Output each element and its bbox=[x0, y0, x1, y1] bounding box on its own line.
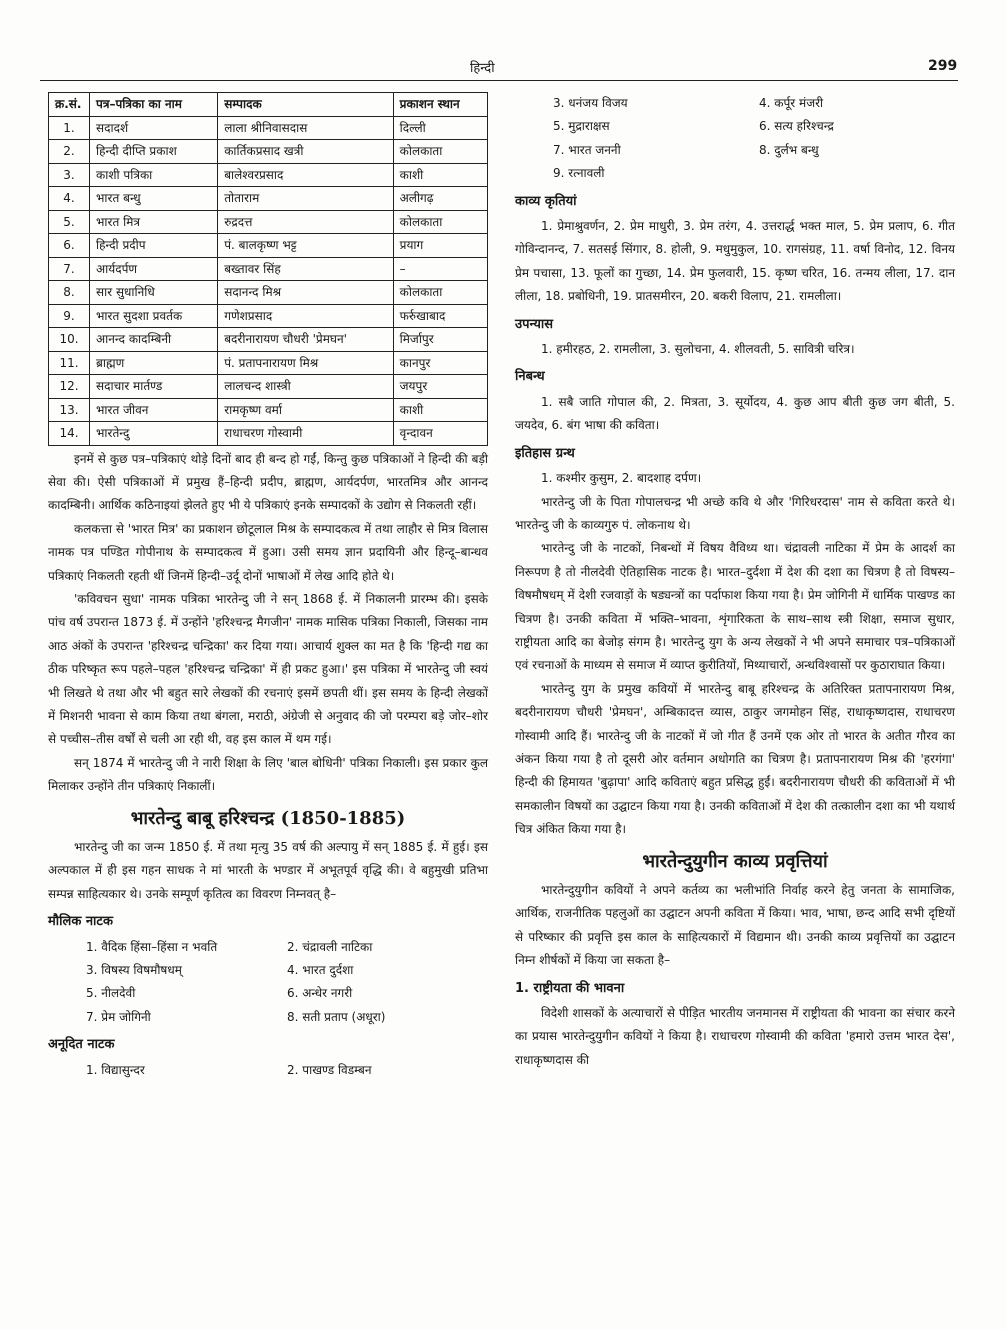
paragraph: 1. कश्मीर कुसुम, 2. बादशाह दर्पण। bbox=[541, 471, 702, 486]
list-item: 7. प्रेम जोगिनी bbox=[86, 1009, 151, 1024]
list-item: 5. मुद्राराक्षस bbox=[553, 119, 610, 134]
table-cell: 10. bbox=[49, 328, 90, 352]
table-cell: काशी bbox=[393, 163, 487, 187]
table-cell: 4. bbox=[49, 187, 90, 211]
list-item: 7. भारत जननी bbox=[553, 142, 621, 157]
table-cell: भारत सुदशा प्रवर्तक bbox=[90, 304, 218, 328]
paragraph: भारतेन्दुयुगीन कवियों ने अपने कर्तव्य का भलीभांति निर्वाह करने हेतु जनता के सामाजिक, आर्थिक, राजनीतिक पहलुओं का उद्घाटन अपनी कविता में किया। भाव, भाषा, छन्द आदि सभी दृष्टियों से परिष्कार की प्रवृत्ति इस काल के साहित्यकारों में विद्यमान थी। उनकी काव्य प्रवृत्तियों का उद्घाटन निम्न शीर्षकों में किया जा सकता है– bbox=[515, 883, 955, 968]
col-header: सम्पादक bbox=[218, 93, 393, 117]
table-row bbox=[49, 210, 488, 234]
section-heading: भारतेन्दु बाबू हरिश्चन्द्र (1850-1885) bbox=[130, 807, 406, 829]
table-cell: 12. bbox=[49, 375, 90, 399]
table-cell: 3. bbox=[49, 163, 90, 187]
table-cell: हिन्दी प्रदीप bbox=[90, 234, 218, 258]
subheading: निबन्ध bbox=[515, 369, 545, 385]
translated-plays-list bbox=[48, 1059, 488, 1082]
table-row bbox=[49, 375, 488, 399]
table-cell: कार्तिकप्रसाद खत्री bbox=[218, 140, 393, 164]
table-cell: काशी पत्रिका bbox=[90, 163, 218, 187]
table-cell: फर्रुखाबाद bbox=[393, 304, 487, 328]
list-item: 4. भारत दुर्दशा bbox=[287, 963, 354, 978]
paragraph: 'कविवचन सुधा' नामक पत्रिका भारतेन्दु जी ने सन् 1868 ई. में निकालनी प्रारम्भ की। इसके पांच वर्ष उपरान्त 1873 ई. में उन्होंने 'हरिश्चन्द्र मैगजीन' नामक मासिक पत्रिका निकाली, जिसका नाम आठ अंकों के उपरान्त 'हरिश्चन्द्र चन्द्रिका' कर दिया गया। आचार्य शुक्ल का मत है कि 'हिन्दी गद्य का ठीक परिष्कृत रूप पहले–पहल 'हरिश्चन्द्र चन्द्रिका' में ही प्रकट हुआ।' इस पत्रिका में भारतेन्दु जी स्वयं भी लिखते थे तथा और भी बहुत सारे लेखकों की रचनाएं इसमें छपती थीं। इस समय के हिन्दी लेखकों में मिशनरी भावना से काम किया तथा बंगला, मराठी, अंग्रेजी से अनुवाद की जो परम्परा बड़े जोर–शोर से पच्चीस–तीस वर्षों से चली आ रही थी, वह इस काल में थम गई। bbox=[48, 591, 488, 747]
table-cell: जयपुर bbox=[393, 375, 487, 399]
list-item: 6. अन्धेर नगरी bbox=[287, 986, 353, 1001]
subheading: मौलिक नाटक bbox=[48, 914, 113, 930]
table-cell: कानपुर bbox=[393, 351, 487, 375]
paragraph: 1. सबै जाति गोपाल की, 2. मित्रता, 3. सूर्योदय, 4. कुछ आप बीती कुछ जग बीती, 5. जयदेव, 6. बंग भाषा की कविता। bbox=[515, 394, 955, 433]
table-cell: कोलकाता bbox=[393, 281, 487, 305]
list-item: 3. धनंजय विजय bbox=[553, 96, 628, 110]
table-cell: सार सुधानिधि bbox=[90, 281, 218, 305]
table-cell: 14. bbox=[49, 422, 90, 446]
table-cell: 13. bbox=[49, 398, 90, 422]
table-cell: अलीगढ़ bbox=[393, 187, 487, 211]
list-item: 3. विषस्य विषमौषधम् bbox=[86, 963, 182, 978]
paragraph: भारतेन्दु जी का जन्म 1850 ई. में तथा मृत्यु 35 वर्ष की अल्पायु में सन् 1885 ई. में हुई। इस अल्पकाल में ही इस गहन साधक ने मां भारती के भण्डार में अभूतपूर्व वृद्धि की। वे बहुमुखी प्रतिभा सम्पन्न साहित्यकार थे। उनके सम्पूर्ण कृतित्व का विवरण निम्नवत् है– bbox=[48, 840, 488, 901]
table-cell: गणेशप्रसाद bbox=[218, 304, 393, 328]
table-row bbox=[49, 398, 488, 422]
table-cell: हिन्दी दीप्ति प्रकाश bbox=[90, 140, 218, 164]
table-cell: भारत जीवन bbox=[90, 398, 218, 422]
subheading: 1. राष्ट्रीयता की भावना bbox=[515, 980, 625, 996]
paragraph: कलकत्ता से 'भारत मित्र' का प्रकाशन छोटूलाल मिश्र के सम्पादकत्व में तथा लाहौर से मित्र विलास नामक पत्र पण्डित गोपीनाथ के सम्पादकत्व में हुआ। उसी समय ज्ञान प्रदायिनी और हिन्दू–बान्धव पत्रिकाएं निकलती रहती थीं जिनमें हिन्दी–उर्दू दोनों भाषाओं में लेख आदि होते थे। bbox=[48, 521, 488, 583]
table-cell: भारत बन्धु bbox=[90, 187, 218, 211]
list-item: 4. कर्पूर मंजरी bbox=[759, 96, 824, 110]
paragraph: भारतेन्दु जी के पिता गोपालचन्द्र भी अच्छे कवि थे और 'गिरिधरदास' नाम से कविता करते थे। भारतेन्दु जी के काव्यगुरु पं. लोकनाथ थे। bbox=[515, 494, 955, 532]
col-header: क्र.सं. bbox=[49, 93, 90, 117]
list-item: 2. चंद्रावली नाटिका bbox=[287, 939, 373, 954]
table-cell: 5. bbox=[49, 210, 90, 234]
table-cell: लाला श्रीनिवासदास bbox=[218, 116, 393, 140]
table-cell: कोलकाता bbox=[393, 140, 487, 164]
paragraph: विदेशी शासकों के अत्याचारों से पीड़ित भारतीय जनमानस में राष्ट्रीयता की भावना का संचार करने का प्रयास भारतेन्दुयुगीन कवियों ने किया है। राधाचरण गोस्वामी की कविता 'हमारो उत्तम भारत देस', राधाकृष्णदास की bbox=[515, 1006, 955, 1067]
table-cell: रामकृष्ण वर्मा bbox=[218, 398, 393, 422]
table-row bbox=[49, 351, 488, 375]
table-cell: ब्राह्मण bbox=[90, 351, 218, 375]
list-item: 1. विद्यासुन्दर bbox=[86, 1062, 145, 1077]
periodicals-table bbox=[48, 92, 488, 446]
list-item: 9. रत्नावली bbox=[553, 166, 605, 181]
subheading: उपन्यास bbox=[515, 316, 554, 332]
table-cell: भारत मित्र bbox=[90, 210, 218, 234]
table-body bbox=[49, 116, 488, 445]
table-cell: बदरीनारायण चौधरी 'प्रेमघन' bbox=[218, 328, 393, 352]
table-cell: 7. bbox=[49, 257, 90, 281]
section-heading: भारतेन्दुयुगीन काव्य प्रवृत्तियां bbox=[642, 850, 828, 872]
paragraph: इनमें से कुछ पत्र–पत्रिकाएं थोड़े दिनों बाद ही बन्द हो गईं, किन्तु कुछ पत्रिकाओं ने हिन्दी की बड़ी सेवा की। ऐसी पत्रिकाओं में प्रमुख हैं–हिन्दी प्रदीप, ब्राह्मण, आर्यदर्पण, भारतमित्र और आनन्द कादम्बिनी। आर्थिक कठिनाइयां झेलते हुए भी ये पत्रिकाएं इनके सम्पादकों के उद्योग से निकलती रहीं। bbox=[48, 451, 488, 513]
table-cell: 2. bbox=[49, 140, 90, 164]
col-header: पत्र–पत्रिका का नाम bbox=[90, 93, 218, 117]
paragraph: 1. प्रेमाश्रुवर्णन, 2. प्रेम माधुरी, 3. प्रेम तरंग, 4. उत्तरार्द्ध भक्त माल, 5. प्रेम प्रलाप, 6. गीत गोविन्दानन्द, 7. सतसई सिंगार, 8. होली, 9. मधुमुकुल, 10. रागसंग्रह, 11. वर्षा विनोद, 12. विनय प्रेम पचासा, 13. फूलों का गुच्छा, 14. प्रेम फुलवारी, 15. कृष्ण चरित, 16. तन्मय लीला, 17. दान लीला, 18. प्रबोधिनी, 19. प्रातसमीरन, 20. बकरी विलाप, 21. रामलीला। bbox=[515, 219, 955, 304]
table-cell: राधाचरण गोस्वामी bbox=[218, 422, 393, 446]
col-header: प्रकाशन स्थान bbox=[393, 93, 487, 117]
paragraph: भारतेन्दु युग के प्रमुख कवियों में भारतेन्दु बाबू हरिश्चन्द्र के अतिरिक्त प्रतापनारायण मिश्र, बदरीनारायण चौधरी 'प्रेमघन', अम्बिकादत्त व्यास, ठाकुर जगमोहन सिंह, राधाकृष्णदास, राधाचरण गोस्वामी आदि हैं। भारतेन्दु जी के नाटकों में जो गीत हैं उनमें एक ओर तो भारत के अतीत गौरव का अंकन किया गया है तो दूसरी ओर वर्तमान अधोगति का चित्रण है। प्रतापनारायण मिश्र की 'हरगंगा' हिन्दी की हिमायत 'बुढ़ापा' आदि कविताएं बहुत प्रसिद्ध हुईं। बदरीनारायण चौधरी की कविताओं में भी समकालीन विषयों का उद्घाटन किया गया है। उनकी कविताओं में देश की तत्कालीन दशा का भी यथार्थ चित्र अंकित किया गया है। bbox=[515, 681, 955, 837]
table-cell: 9. bbox=[49, 304, 90, 328]
table-row bbox=[49, 187, 488, 211]
right-column bbox=[515, 92, 955, 1072]
table-cell: 1. bbox=[49, 116, 90, 140]
table-cell: पं. बालकृष्ण भट्ट bbox=[218, 234, 393, 258]
translated-plays-list-cont bbox=[515, 92, 955, 186]
table-row bbox=[49, 422, 488, 446]
table-row bbox=[49, 304, 488, 328]
table-cell: 11. bbox=[49, 351, 90, 375]
paragraph: भारतेन्दु जी के नाटकों, निबन्धों में विषय वैविध्य था। चंद्रावली नाटिका में प्रेम के आदर्श का निरूपण है तो नीलदेवी ऐतिहासिक नाटक है। भारत–दुर्दशा में देश की दशा का चित्रण है तो विषस्य–विषमौषधम् में देशी रजवाड़ों के षड्यन्त्रों का पर्दाफाश किया गया है। प्रेम जोगिनी में धार्मिक पाखण्ड का चित्रण है। उनकी कविता में भक्ति–भावना, शृंगारिकता के साथ–साथ स्त्री शिक्षा, समाज सुधार, राष्ट्रीयता आदि का बेजोड़ संगम है। भारतेन्दु युग के अन्य लेखकों ने भी अपने समाचार पत्र–पत्रिकाओं एवं रचनाओं के माध्यम से समाज में व्याप्त कुरीतियों, मिथ्याचारों, अन्धविश्वासों पर कुठाराघात किया। bbox=[515, 541, 955, 673]
table-row bbox=[49, 163, 488, 187]
table-cell: 6. bbox=[49, 234, 90, 258]
table-cell: मिर्जापुर bbox=[393, 328, 487, 352]
table-cell: – bbox=[393, 257, 487, 281]
original-plays-list bbox=[48, 936, 488, 1030]
table-cell: कोलकाता bbox=[393, 210, 487, 234]
table-cell: सदादर्श bbox=[90, 116, 218, 140]
header-rule bbox=[40, 80, 958, 81]
left-column bbox=[48, 92, 488, 1082]
list-item: 8. सती प्रताप (अधूरा) bbox=[287, 1009, 386, 1024]
table-cell: भारतेन्दु bbox=[90, 422, 218, 446]
table-row bbox=[49, 234, 488, 258]
page-number: 299 bbox=[928, 58, 958, 74]
table-cell: आनन्द कादम्बिनी bbox=[90, 328, 218, 352]
table-row bbox=[49, 257, 488, 281]
table-cell: सदाचार मार्तण्ड bbox=[90, 375, 218, 399]
paragraph: सन् 1874 में भारतेन्दु जी ने नारी शिक्षा के लिए 'बाल बोधिनी' पत्रिका निकाली। इस प्रकार कुल मिलाकर उन्होंने तीन पत्रिकाएं निकालीं। bbox=[48, 755, 488, 794]
table-header-row bbox=[49, 93, 488, 117]
table-cell: 8. bbox=[49, 281, 90, 305]
subheading: अनूदित नाटक bbox=[48, 1037, 115, 1053]
table-cell: सदानन्द मिश्र bbox=[218, 281, 393, 305]
table-row bbox=[49, 140, 488, 164]
table-cell: बख्तावर सिंह bbox=[218, 257, 393, 281]
table-cell: लालचन्द शास्त्री bbox=[218, 375, 393, 399]
table-cell: रुद्रदत्त bbox=[218, 210, 393, 234]
table-cell: आर्यदर्पण bbox=[90, 257, 218, 281]
table-cell: काशी bbox=[393, 398, 487, 422]
subheading: काव्य कृतियां bbox=[515, 193, 577, 209]
table-cell: दिल्ली bbox=[393, 116, 487, 140]
list-item: 1. वैदिक हिंसा–हिंसा न भवति bbox=[86, 939, 218, 954]
table-row bbox=[49, 116, 488, 140]
table-cell: बालेश्वरप्रसाद bbox=[218, 163, 393, 187]
table-cell: पं. प्रतापनारायण मिश्र bbox=[218, 351, 393, 375]
table-row bbox=[49, 328, 488, 352]
list-item: 2. पाखण्ड विडम्बन bbox=[287, 1062, 372, 1077]
list-item: 8. दुर्लभ बन्धु bbox=[759, 142, 819, 157]
list-item: 6. सत्य हरिश्चन्द्र bbox=[759, 119, 834, 134]
paragraph: 1. हमीरहठ, 2. रामलीला, 3. सुलोचना, 4. शीलवती, 5. सावित्री चरित्र। bbox=[541, 342, 855, 357]
table-cell: वृन्दावन bbox=[393, 422, 487, 446]
table-cell: प्रयाग bbox=[393, 234, 487, 258]
list-item: 5. नीलदेवी bbox=[86, 986, 136, 1001]
running-header: हिन्दी bbox=[470, 61, 495, 76]
table-cell: तोताराम bbox=[218, 187, 393, 211]
table-row bbox=[49, 281, 488, 305]
subheading: इतिहास ग्रन्थ bbox=[515, 445, 575, 461]
